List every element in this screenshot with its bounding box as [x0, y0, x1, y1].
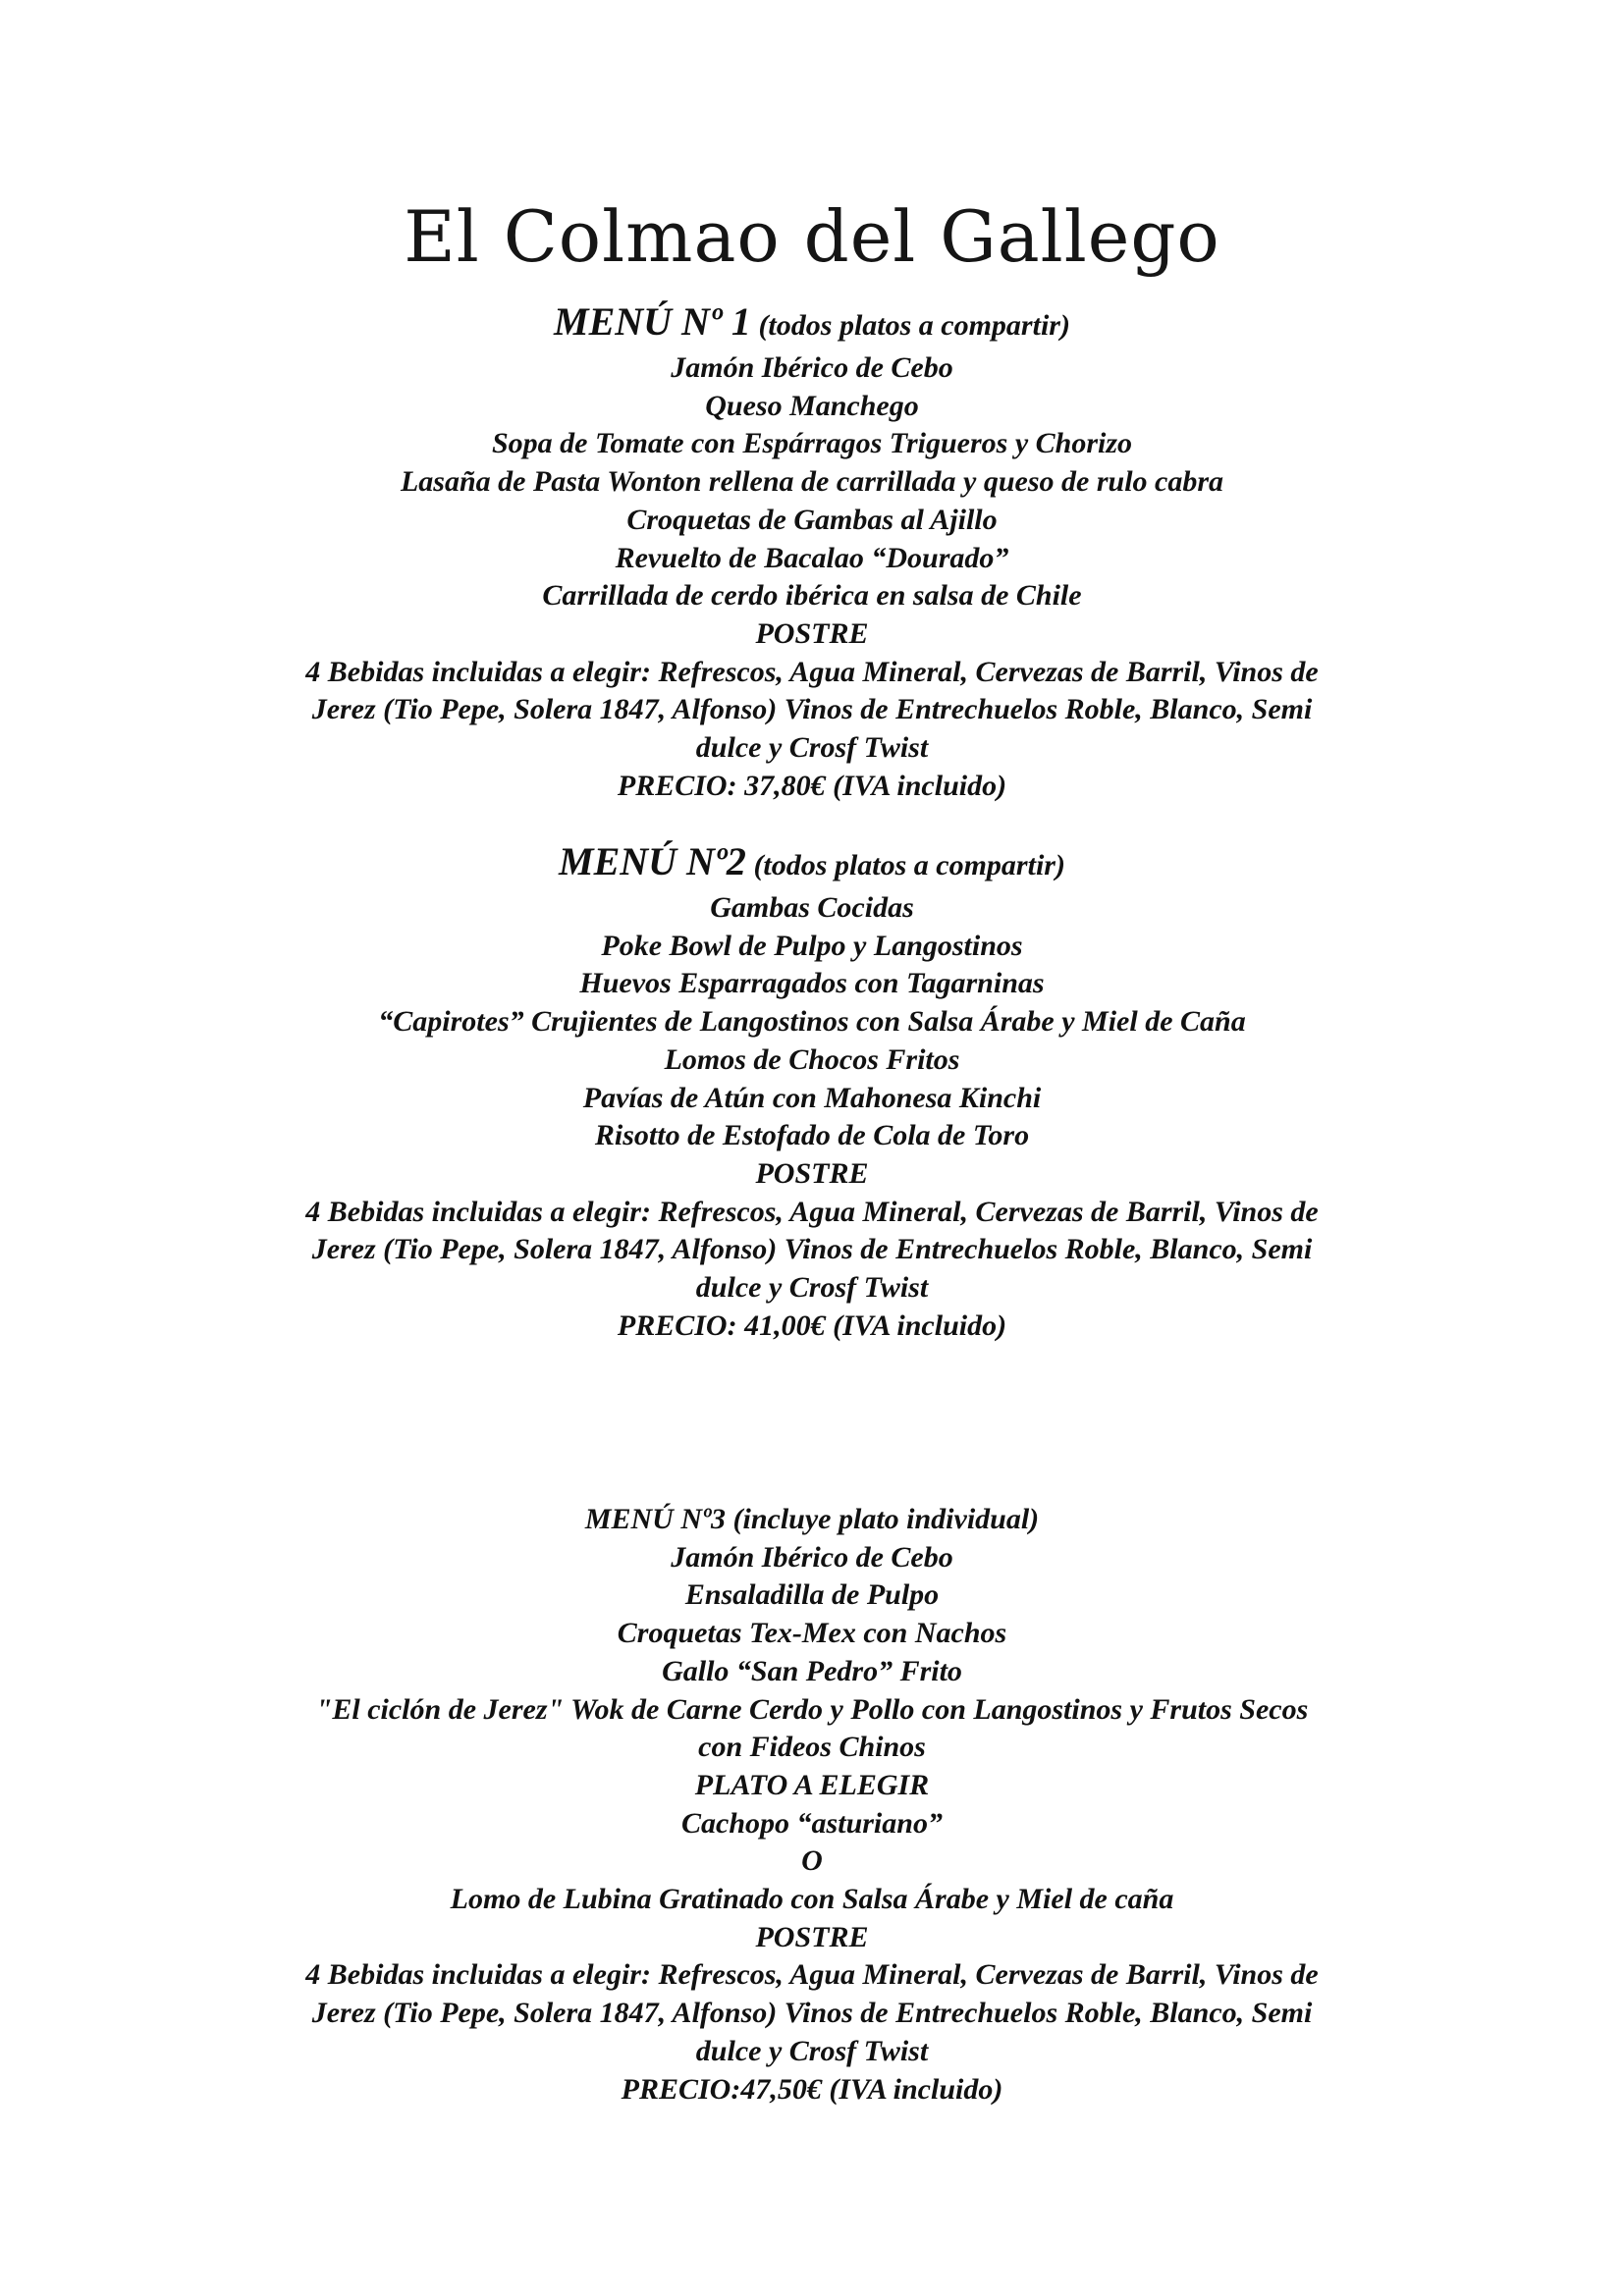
menu-item: Cachopo “asturiano”	[681, 1806, 943, 1840]
menu-item: Gallo “San Pedro” Frito	[662, 1654, 962, 1687]
menu-section-1	[196, 296, 1428, 805]
menu-item: Gambas Cocidas	[710, 891, 914, 924]
menu-price: PRECIO: 41,00€ (IVA incluido)	[617, 1308, 1007, 1342]
menu-heading: MENÚ Nº3 (incluye plato individual)	[584, 1503, 1040, 1535]
menu-heading-main: MENÚ Nº 1	[554, 299, 751, 344]
menu-item: Carrillada de cerdo ibérica en salsa de Chile	[542, 579, 1082, 613]
menu-item: Pavías de Atún con Mahonesa Kinchi	[582, 1081, 1042, 1114]
menu-item: Queso Manchego	[705, 389, 919, 422]
drinks-text: dulce y Crosf Twist	[695, 731, 929, 765]
drinks-text: Jerez (Tio Pepe, Solera 1847, Alfonso) Vinos de Entrechuelos Roble, Blanco, Semi	[311, 1997, 1313, 2030]
dessert-label: POSTRE	[755, 1156, 869, 1190]
drinks-text: 4 Bebidas incluidas a elegir: Refrescos, Agua Mineral, Cervezas de Barril, Vinos de	[305, 1195, 1319, 1228]
menu-price: PRECIO:47,50€ (IVA incluido)	[621, 2072, 1003, 2106]
menu-item: Jamón Ibérico de Cebo	[671, 1540, 953, 1574]
choice-label: PLATO A ELEGIR	[694, 1768, 930, 1801]
menu-item: Lasaña de Pasta Wonton rellena de carrillada y queso de rulo cabra	[400, 465, 1224, 499]
menu-section-3	[196, 1501, 1428, 2109]
menu-item: Lomo de Lubina Gratinado con Salsa Árabe y Miel de caña	[450, 1883, 1174, 1916]
dessert-label: POSTRE	[755, 616, 869, 650]
choice-separator: O	[801, 1844, 823, 1878]
drinks-text: Jerez (Tio Pepe, Solera 1847, Alfonso) Vinos de Entrechuelos Roble, Blanco, Semi	[311, 1233, 1313, 1266]
menu-heading-note: (todos platos a compartir)	[750, 309, 1070, 342]
menu-heading-note: (todos platos a compartir)	[745, 849, 1065, 881]
menu-item: “Capirotes” Crujientes de Langostinos con Salsa Árabe y Miel de Caña	[378, 1005, 1246, 1039]
menu-heading	[196, 296, 1428, 351]
menu-heading	[196, 836, 1428, 891]
menu-item: Sopa de Tomate con Espárragos Trigueros y Chorizo	[491, 427, 1133, 460]
menu-item: Poke Bowl de Pulpo y Langostinos	[601, 929, 1023, 962]
menu-item: Croquetas de Gambas al Ajillo	[626, 503, 998, 536]
drinks-text: 4 Bebidas incluidas a elegir: Refrescos, Agua Mineral, Cervezas de Barril, Vinos de	[305, 655, 1319, 688]
drinks-text: dulce y Crosf Twist	[695, 2034, 929, 2067]
drinks-text: 4 Bebidas incluidas a elegir: Refrescos, Agua Mineral, Cervezas de Barril, Vinos de	[305, 1958, 1319, 1992]
menu-heading-main: MENÚ Nº2	[559, 839, 746, 883]
menu-item: Huevos Esparragados con Tagarninas	[579, 967, 1045, 1000]
restaurant-title: El Colmao del Gallego	[404, 195, 1220, 278]
menu-item: "El ciclón de Jerez" Wok de Carne Cerdo y Pollo con Langostinos y Frutos Secos	[315, 1692, 1309, 1726]
menu-item: Risotto de Estofado de Cola de Toro	[594, 1119, 1030, 1152]
menu-item: Revuelto de Bacalao “Dourado”	[615, 541, 1009, 574]
menu-item: Lomos de Chocos Fritos	[664, 1042, 960, 1076]
menu-item: Croquetas Tex-Mex con Nachos	[617, 1617, 1007, 1650]
menu-item: Jamón Ibérico de Cebo	[671, 351, 953, 384]
menu-section-2	[196, 836, 1428, 1345]
dessert-label: POSTRE	[755, 1920, 869, 1953]
menu-item: Ensaladilla de Pulpo	[684, 1578, 940, 1612]
drinks-text: Jerez (Tio Pepe, Solera 1847, Alfonso) Vinos de Entrechuelos Roble, Blanco, Semi	[311, 693, 1313, 726]
menu-price: PRECIO: 37,80€ (IVA incluido)	[617, 769, 1007, 802]
drinks-text: dulce y Crosf Twist	[695, 1271, 929, 1305]
menu-item: con Fideos Chinos	[698, 1731, 926, 1764]
